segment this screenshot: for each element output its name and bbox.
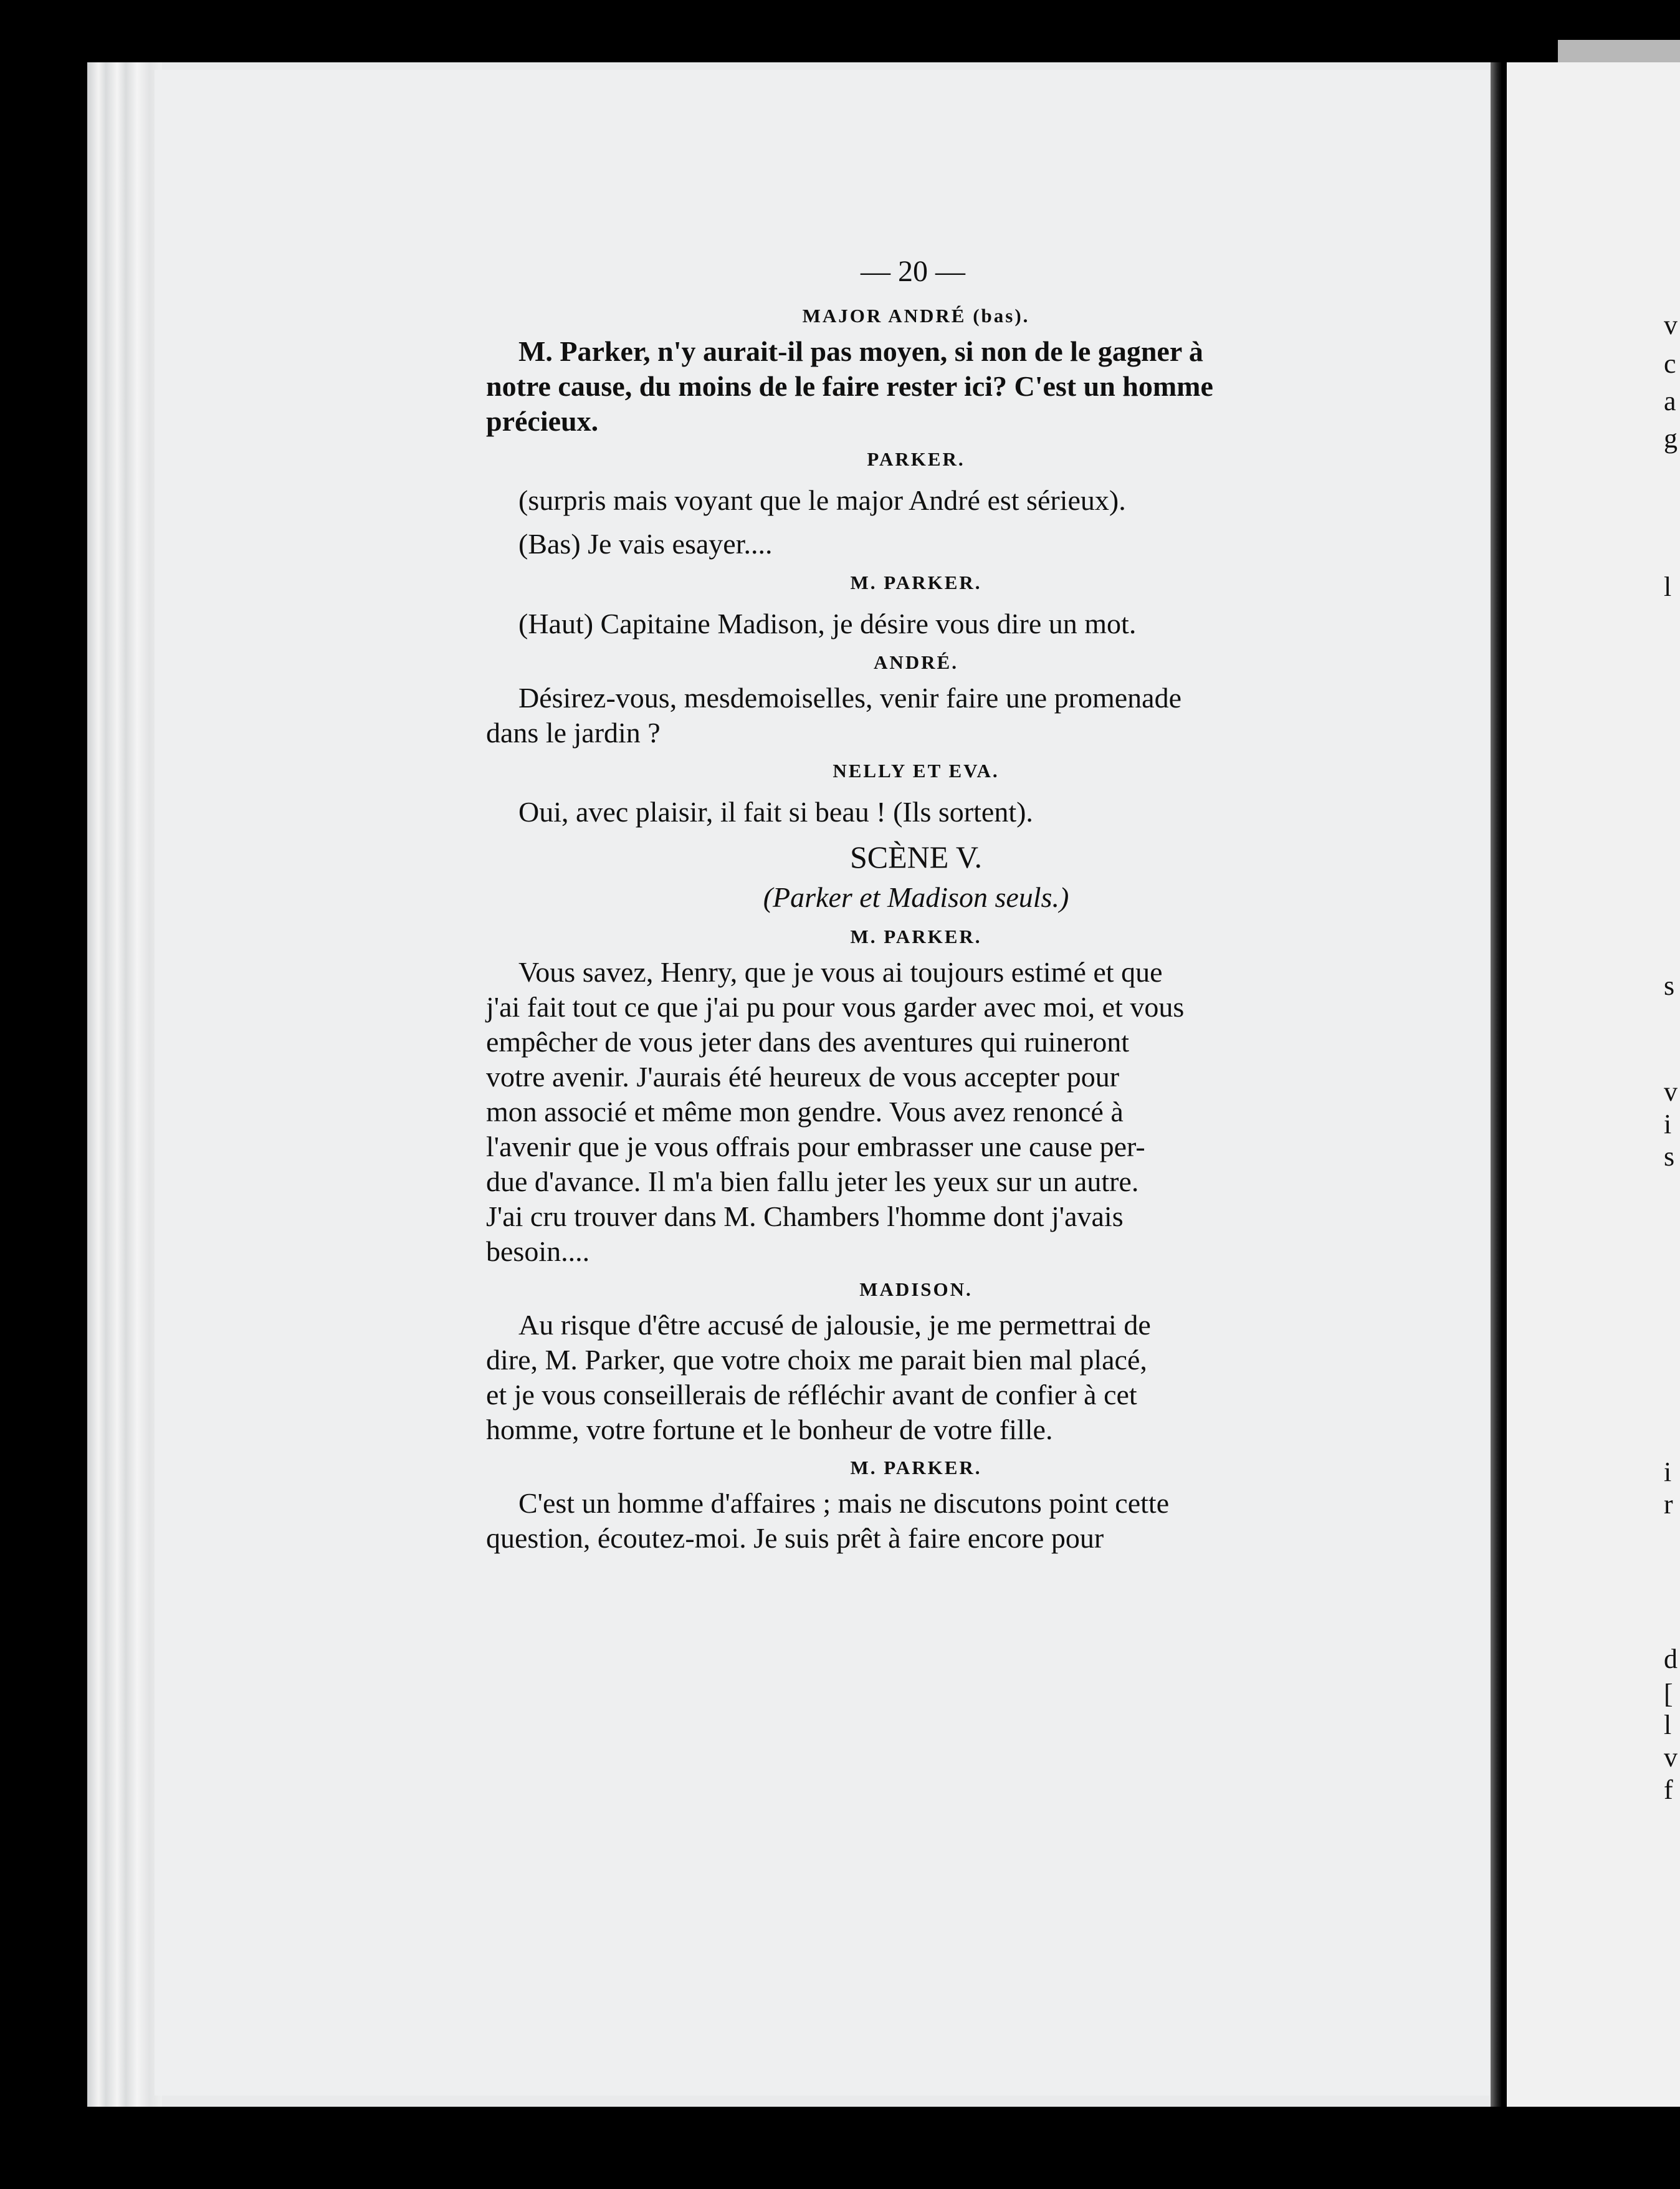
speech-line: Au risque d'être accusé de jalousie, je me permettrai de [518, 1309, 1151, 1341]
speech-line: besoin.... [486, 1235, 590, 1267]
stage-direction: (Haut) Capitaine Madison, je désire vous dire un mot. [518, 608, 1137, 639]
speech-block [486, 1308, 1346, 1447]
speech-line: homme, votre fortune et le bonheur de votre fille. [486, 1414, 1053, 1445]
right-page-fragment: l [1664, 1710, 1672, 1740]
speaker-name: M. PARKER. [850, 1457, 982, 1478]
right-page [1507, 62, 1680, 2107]
speech-block [486, 334, 1346, 439]
speech-block [486, 955, 1346, 1269]
speaker-name: MADISON. [859, 1278, 973, 1300]
speaker-name: M. PARKER. [850, 926, 982, 947]
scene-direction: (Parker et Madison seuls.) [763, 881, 1069, 913]
speech-line: empêcher de vous jeter dans des aventures qui ruineront [486, 1026, 1130, 1058]
right-page-fragment: v [1664, 1742, 1678, 1773]
speech-line: précieux. [486, 405, 599, 437]
stage-direction: (surpris mais voyant que le major André est sérieux). [518, 484, 1126, 516]
speech-line: question, écoutez-moi. Je suis prêt à faire encore pour [486, 1522, 1104, 1554]
speech-line: Désirez-vous, mesdemoiselles, venir faire une promenade [518, 682, 1181, 714]
speech-line: j'ai fait tout ce que j'ai pu pour vous garder avec moi, et vous [486, 991, 1185, 1023]
speech-line: votre avenir. J'aurais été heureux de vous accepter pour [486, 1061, 1120, 1093]
speech-line: mon associé et même mon gendre. Vous avez renoncé à [486, 1096, 1124, 1128]
right-page-fragment: c [1664, 348, 1676, 379]
speech-line: J'ai cru trouver dans M. Chambers l'homme dont j'avais [486, 1200, 1124, 1232]
speech-line: C'est un homme d'affaires ; mais ne discutons point cette [518, 1487, 1170, 1519]
right-page-fragment: i [1664, 1109, 1672, 1139]
page-text [486, 254, 1346, 1556]
speech-block [486, 681, 1346, 750]
speaker-name: M. PARKER. [850, 572, 982, 593]
speaker-name: MAJOR ANDRÉ (bas). [802, 305, 1030, 327]
speech-line: M. Parker, n'y aurait-il pas moyen, si non de le gagner à [518, 335, 1203, 367]
right-page-fragment: v [1664, 1076, 1678, 1107]
right-page-fragment: v [1664, 310, 1678, 340]
scene-heading: SCÈNE V. [849, 840, 983, 874]
right-page-fragment: g [1664, 423, 1678, 454]
text-blocks [486, 300, 1346, 1556]
speech-line: due d'avance. Il m'a bien fallu jeter les yeux sur un autre. [486, 1166, 1139, 1197]
page-number: — 20 — [861, 255, 965, 288]
speech-line: Vous savez, Henry, que je vous ai toujours estimé et que [518, 956, 1163, 988]
book-gutter [1491, 62, 1502, 2107]
right-page-fragment: i [1664, 1457, 1672, 1487]
right-page-fragment: r [1664, 1489, 1673, 1520]
speaker-name: NELLY ET EVA. [833, 760, 1000, 782]
right-page-fragment: s [1664, 1141, 1675, 1172]
right-page-fragment: s [1664, 970, 1675, 1001]
right-page-fragment: l [1664, 572, 1672, 602]
stage-direction: (Bas) Je vais esayer.... [518, 528, 773, 560]
speech-line: et je vous conseillerais de réfléchir avant de confier à cet [486, 1379, 1137, 1411]
page-edges [87, 62, 162, 2107]
speech-block [486, 1486, 1346, 1556]
speaker-name: ANDRÉ. [874, 651, 958, 673]
right-page-fragment: d [1664, 1644, 1678, 1674]
speech-line: l'avenir que je vous offrais pour embrasser une cause per- [486, 1131, 1145, 1162]
speaker-name: PARKER. [867, 448, 965, 470]
speech-line: dans le jardin ? [486, 717, 661, 749]
speech-line: dire, M. Parker, que votre choix me parait bien mal placé, [486, 1344, 1147, 1376]
right-page-fragment: [ [1664, 1679, 1673, 1709]
right-page-fragment: a [1664, 386, 1676, 416]
right-page-fragment: f [1664, 1775, 1673, 1805]
stage-direction: Oui, avec plaisir, il fait si beau ! (Ils sortent). [518, 796, 1033, 828]
speech-line: notre cause, du moins de le faire rester ici? C'est un homme [486, 370, 1213, 402]
